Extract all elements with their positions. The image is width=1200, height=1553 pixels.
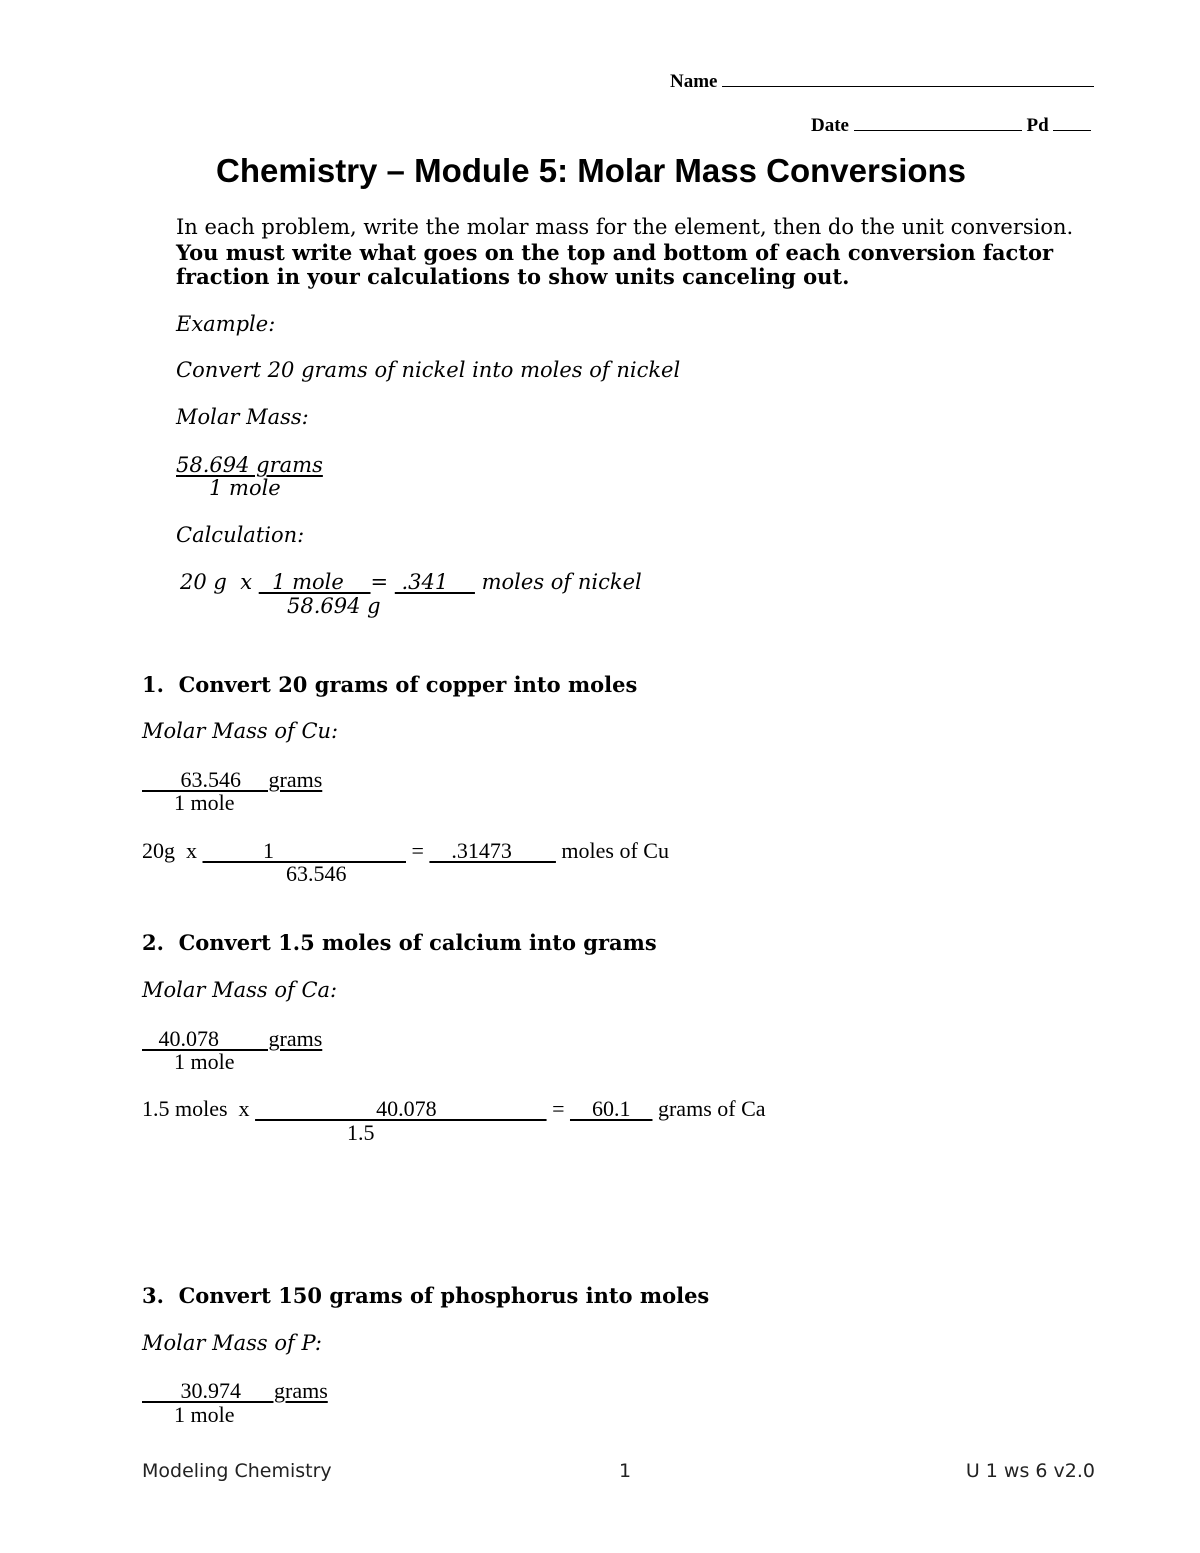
problem-2-calc-units: grams of Ca (652, 1096, 766, 1121)
problem-2-calc-equals: = (546, 1096, 570, 1121)
problem-1-calc-units: moles of Cu (555, 838, 669, 863)
problem-3-heading (142, 1283, 709, 1308)
page-title: Chemistry – Module 5: Molar Mass Conversions (216, 152, 967, 189)
problem-2-text: Convert 1.5 moles of calcium into grams (178, 930, 657, 955)
problem-1-calc-equals: = (406, 838, 430, 863)
problem-3-molar-mass-label: Molar Mass of P: (142, 1331, 322, 1355)
name-field[interactable] (670, 70, 1094, 93)
problem-2-mm-denominator[interactable]: 1 mole (174, 1049, 235, 1074)
name-line[interactable] (722, 70, 1094, 87)
problem-1-calc-denominator[interactable]: 63.546 (286, 861, 347, 886)
example-molar-mass-label: Molar Mass: (176, 405, 309, 429)
example-calc (180, 570, 642, 594)
problem-1-text: Convert 20 grams of copper into moles (178, 672, 638, 697)
problem-1-calc-numerator[interactable]: 1 (202, 838, 406, 863)
example-calc-numerator: 1 mole (258, 570, 371, 594)
pd-line[interactable] (1053, 114, 1091, 131)
example-label: Example: (176, 312, 276, 336)
example-calc-denominator: 58.694 g (287, 594, 381, 618)
problem-1-molar-mass-label: Molar Mass of Cu: (142, 719, 339, 743)
problem-1-calc (142, 838, 669, 864)
example-calc-equals: = (370, 570, 395, 594)
problem-1-calc-result[interactable]: .31473 (429, 838, 556, 863)
date-label: Date (811, 115, 849, 136)
example-calc-label: Calculation: (176, 523, 305, 547)
problem-2-calc-result[interactable]: 60.1 (569, 1096, 653, 1121)
example-mm-denominator: 1 mole (209, 476, 281, 500)
example-calc-result: .341 (394, 570, 475, 594)
problem-3-number: 3. (142, 1283, 164, 1308)
pd-label: Pd (1026, 115, 1049, 136)
problem-2-calc-numerator[interactable]: 40.078 (255, 1096, 547, 1121)
problem-1-mm-denominator[interactable]: 1 mole (174, 790, 235, 815)
instructions-bold-2: fraction in your calculations to show units canceling out. (176, 264, 850, 289)
problem-2-molar-mass-label: Molar Mass of Ca: (142, 978, 338, 1002)
instructions-bold-1: You must write what goes on the top and bottom of each conversion factor (176, 240, 1054, 265)
footer-left: Modeling Chemistry (142, 1460, 332, 1482)
problem-1-mm-numerator[interactable]: 63.546 grams (142, 767, 323, 792)
example-mm-numerator: 58.694 grams (176, 453, 323, 477)
problem-2-number: 2. (142, 930, 164, 955)
date-line[interactable] (854, 114, 1022, 131)
example-calc-units: moles of nickel (474, 570, 642, 594)
footer-page-number: 1 (619, 1460, 632, 1482)
example-prompt: Convert 20 grams of nickel into moles of nickel (176, 358, 681, 382)
problem-3-mm-numerator[interactable]: 30.974 grams (142, 1378, 328, 1403)
problem-2-calc (142, 1096, 766, 1122)
problem-2-mm-numerator[interactable]: 40.078 grams (142, 1026, 323, 1051)
problem-1-heading (142, 672, 637, 697)
problem-2-calc-start: 1.5 moles x (142, 1096, 256, 1121)
problem-1-number: 1. (142, 672, 164, 697)
problem-3-text: Convert 150 grams of phosphorus into moles (178, 1283, 710, 1308)
footer-right: U 1 ws 6 v2.0 (965, 1460, 1095, 1482)
problem-3-mm-denominator[interactable]: 1 mole (174, 1402, 235, 1427)
name-label: Name (670, 71, 718, 92)
instructions-line: In each problem, write the molar mass for the element, then do the unit conversion. (176, 215, 1074, 239)
problem-1-calc-start: 20g x (142, 838, 203, 863)
problem-2-heading (142, 930, 657, 955)
date-pd-fields[interactable] (811, 114, 1091, 137)
example-calc-start: 20 g x (180, 570, 259, 594)
problem-2-calc-denominator[interactable]: 1.5 (347, 1120, 375, 1145)
